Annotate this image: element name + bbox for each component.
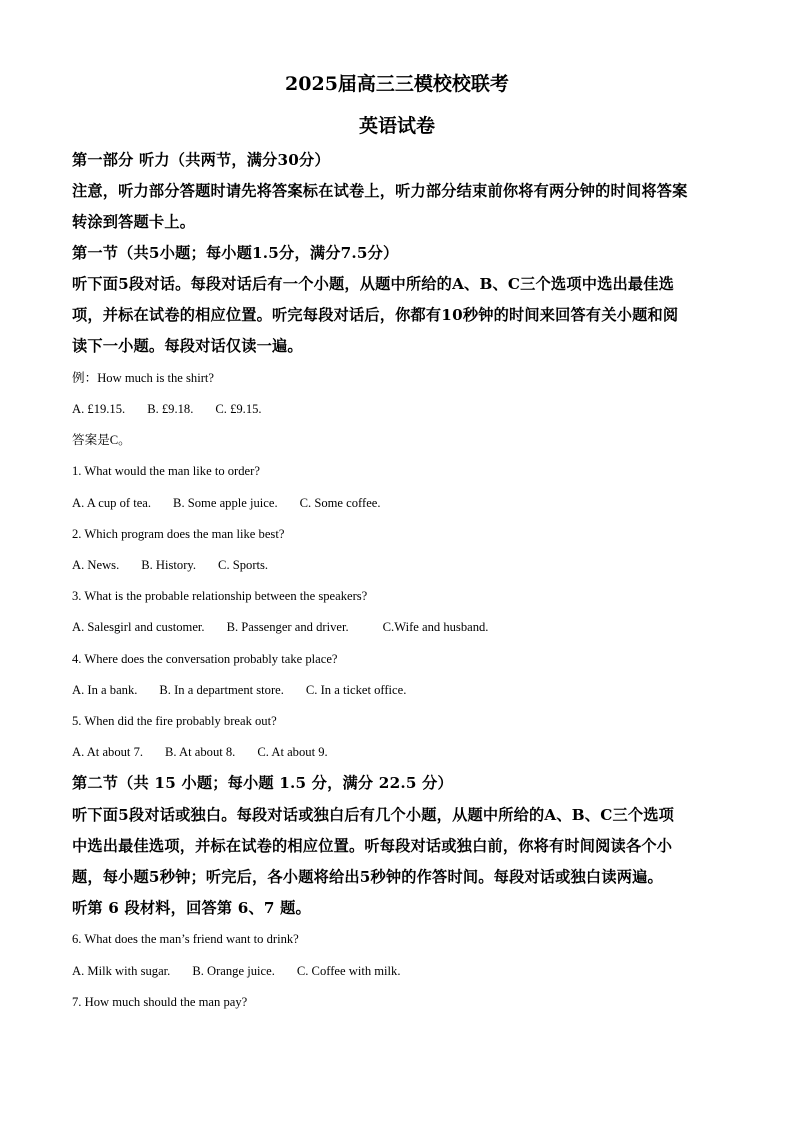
option-a: A. Salesgirl and customer. xyxy=(72,620,205,634)
part1-heading: 第一部分 听力（共两节，满分30分） xyxy=(72,151,330,169)
option-c: C. Coffee with milk. xyxy=(296,964,401,978)
option-b: B. Passenger and driver. xyxy=(226,620,349,634)
question-2: 2. Which program does the man like best? xyxy=(72,527,285,541)
question-4: 4. Where does the conversation probably take place? xyxy=(72,652,338,666)
exam-subtitle: 英语试卷 xyxy=(358,115,435,137)
option-a: A. £19.15. xyxy=(72,402,126,416)
question-1-options xyxy=(72,495,381,511)
option-c: C. Sports. xyxy=(218,558,269,572)
option-c: C. £9.15. xyxy=(215,402,262,416)
option-a: A. Milk with sugar. xyxy=(72,964,171,978)
question-6: 6. What does the man’s friend want to drink? xyxy=(72,932,299,946)
question-3: 3. What is the probable relationship between the speakers? xyxy=(72,589,368,603)
part1-note-line1: 注意，听力部分答题时请先将答案标在试卷上，听力部分结束前你将有两分钟的时间将答案 xyxy=(72,182,688,200)
option-c: C. Some coffee. xyxy=(299,496,381,510)
section1-instruction-line1: 听下面5段对话。每段对话后有一个小题，从题中所给的A、B、C三个选项中选出最佳选 xyxy=(72,275,675,293)
option-c: C. At about 9. xyxy=(257,745,328,759)
option-b: B. Orange juice. xyxy=(192,964,275,978)
option-c: C.Wife and husband. xyxy=(382,620,489,634)
option-b: B. At about 8. xyxy=(165,745,236,759)
section1-instruction-line2: 项，并标在试卷的相应位置。听完每段对话后，你都有10秒钟的时间来回答有关小题和阅 xyxy=(72,306,679,324)
question-5: 5. When did the fire probably break out? xyxy=(72,714,277,728)
option-a: A. In a bank. xyxy=(72,683,138,697)
option-a: A. A cup of tea. xyxy=(72,496,152,510)
option-b: B. In a department store. xyxy=(159,683,284,697)
option-b: B. Some apple juice. xyxy=(173,496,278,510)
option-b: B. £9.18. xyxy=(147,402,194,416)
section2-heading: 第二节（共 15 小题；每小题 1.5 分，满分 22.5 分） xyxy=(72,774,453,792)
material-6-intro: 听第 6 段材料，回答第 6、7 题。 xyxy=(72,899,311,917)
section1-instruction-line3: 读下一小题。每段对话仅读一遍。 xyxy=(72,337,303,355)
option-a: A. News. xyxy=(72,558,120,572)
question-5-options xyxy=(72,744,328,760)
question-7: 7. How much should the man pay? xyxy=(72,995,248,1009)
option-b: B. History. xyxy=(141,558,197,572)
section2-instruction-line3: 题，每小题5秒钟；听完后，各小题将给出5秒钟的作答时间。每段对话或独白读两遍。 xyxy=(72,868,663,886)
option-c: C. In a ticket office. xyxy=(305,683,407,697)
section1-heading: 第一节（共5小题；每小题1.5分，满分7.5分） xyxy=(72,244,399,262)
example-answer: 答案是C。 xyxy=(72,433,131,447)
section2-instruction-line2: 中选出最佳选项，并标在试卷的相应位置。听每段对话或独白前，你将有时间阅读各个小 xyxy=(72,837,673,855)
question-2-options xyxy=(72,557,268,573)
section2-instruction-line1: 听下面5段对话或独白。每段对话或独白后有几个小题，从题中所给的A、B、C三个选项 xyxy=(72,806,675,824)
example-options xyxy=(72,401,262,417)
question-3-options xyxy=(72,619,488,635)
part1-note-line2: 转涂到答题卡上。 xyxy=(72,213,196,231)
exam-title: 2025届高三三模校校联考 xyxy=(285,73,509,95)
question-1: 1. What would the man like to order? xyxy=(72,464,260,478)
question-6-options xyxy=(72,963,401,979)
option-a: A. At about 7. xyxy=(72,745,144,759)
question-4-options xyxy=(72,682,406,698)
example-question: 例：How much is the shirt? xyxy=(72,371,215,385)
